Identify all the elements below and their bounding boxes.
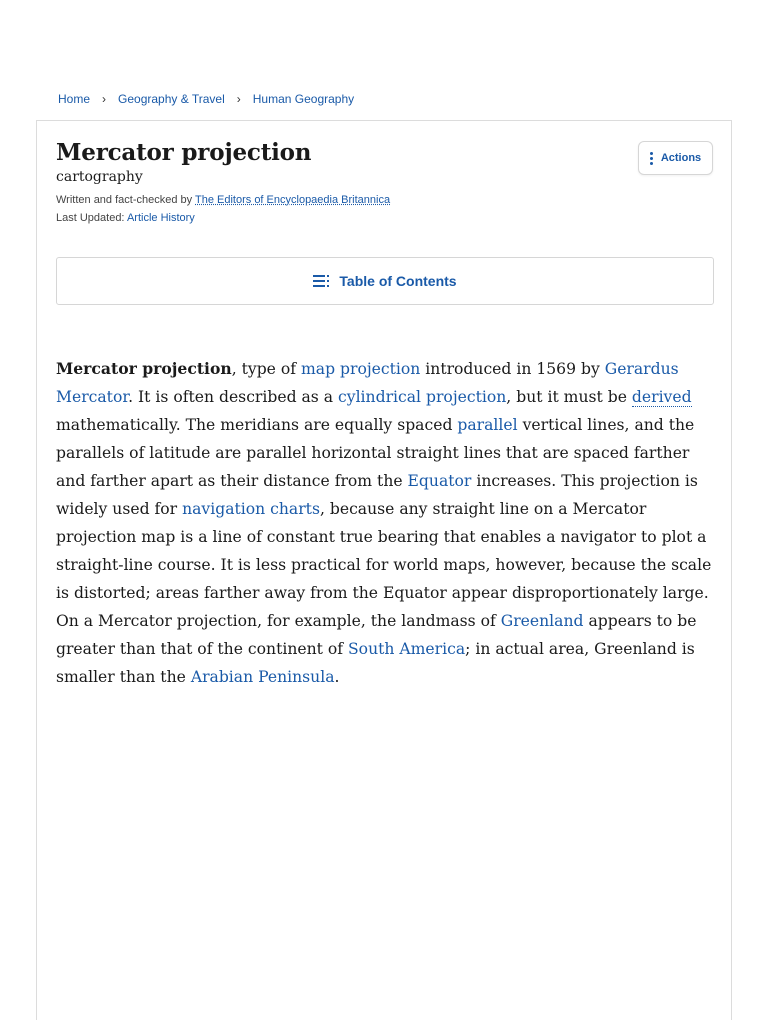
byline xyxy=(56,194,390,206)
body-text: , type of xyxy=(231,360,301,378)
link-map-projection[interactable]: map projection xyxy=(300,360,421,378)
body-text: , because any straight line on a Mercator projection map is a line of constant true bearing that enables a navigator to plot a straight-line course. It is less practical for world maps, however, because the scale is distorted; areas farther away from the Equator appear disproportionately large. On a Mercator projection, for example, the landmass of xyxy=(56,500,712,630)
article-card xyxy=(36,120,732,1020)
breadcrumb xyxy=(58,92,354,106)
body-text: appears to be greater than that of the continent of xyxy=(56,612,697,658)
table-of-contents-label: Table of Contents xyxy=(339,273,457,289)
byline-prefix: Written and fact-checked by xyxy=(56,194,193,206)
last-updated-prefix: Last Updated: xyxy=(56,212,125,224)
link-south-america[interactable]: South America xyxy=(348,640,466,658)
breadcrumb-home[interactable]: Home xyxy=(58,92,91,106)
link-equator[interactable]: Equator xyxy=(407,472,472,490)
body-term: Mercator projection xyxy=(56,359,232,378)
table-of-contents-button[interactable] xyxy=(56,257,714,305)
link-cylindrical-projection[interactable]: cylindrical projection xyxy=(338,388,507,406)
link-gerardus-mercator[interactable]: Gerardus Mercator xyxy=(56,360,679,406)
body-text: increases. This projection is widely used for xyxy=(56,472,698,518)
actions-button[interactable] xyxy=(638,141,713,175)
body-text: introduced in 1569 by xyxy=(420,360,605,378)
article-body-paragraph xyxy=(56,355,716,691)
breadcrumb-separator: › xyxy=(102,92,107,106)
link-parallel[interactable]: parallel xyxy=(457,416,518,434)
link-greenland[interactable]: Greenland xyxy=(500,612,584,630)
breadcrumb-human-geography[interactable]: Human Geography xyxy=(252,92,355,106)
page-title: Mercator projection xyxy=(56,139,312,166)
body-text: . It is often described as a xyxy=(128,388,339,406)
kebab-menu-icon xyxy=(650,152,653,165)
body-text: ; in actual area, Greenland is smaller than the xyxy=(56,640,695,686)
byline-author-link[interactable]: The Editors of Encyclopaedia Britannica xyxy=(195,194,391,206)
body-text: . xyxy=(334,668,340,686)
breadcrumb-separator: › xyxy=(236,92,241,106)
link-navigation-charts[interactable]: navigation charts xyxy=(182,500,320,518)
actions-label: Actions xyxy=(660,152,702,164)
link-arabian-peninsula[interactable]: Arabian Peninsula xyxy=(190,668,335,686)
body-text: mathematically. The meridians are equally spaced xyxy=(56,416,458,434)
link-derived-definition[interactable]: derived xyxy=(631,388,692,406)
last-updated xyxy=(56,212,195,224)
body-text: , but it must be xyxy=(506,388,632,406)
body-text: vertical lines, and the parallels of latitude are parallel horizontal straight lines that are spaced farther and farther apart as their distance from the xyxy=(56,416,695,490)
list-icon xyxy=(313,275,331,287)
article-history-link[interactable]: Article History xyxy=(126,212,195,224)
page-subtitle: cartography xyxy=(56,169,143,185)
breadcrumb-geography-travel[interactable]: Geography & Travel xyxy=(118,92,225,106)
